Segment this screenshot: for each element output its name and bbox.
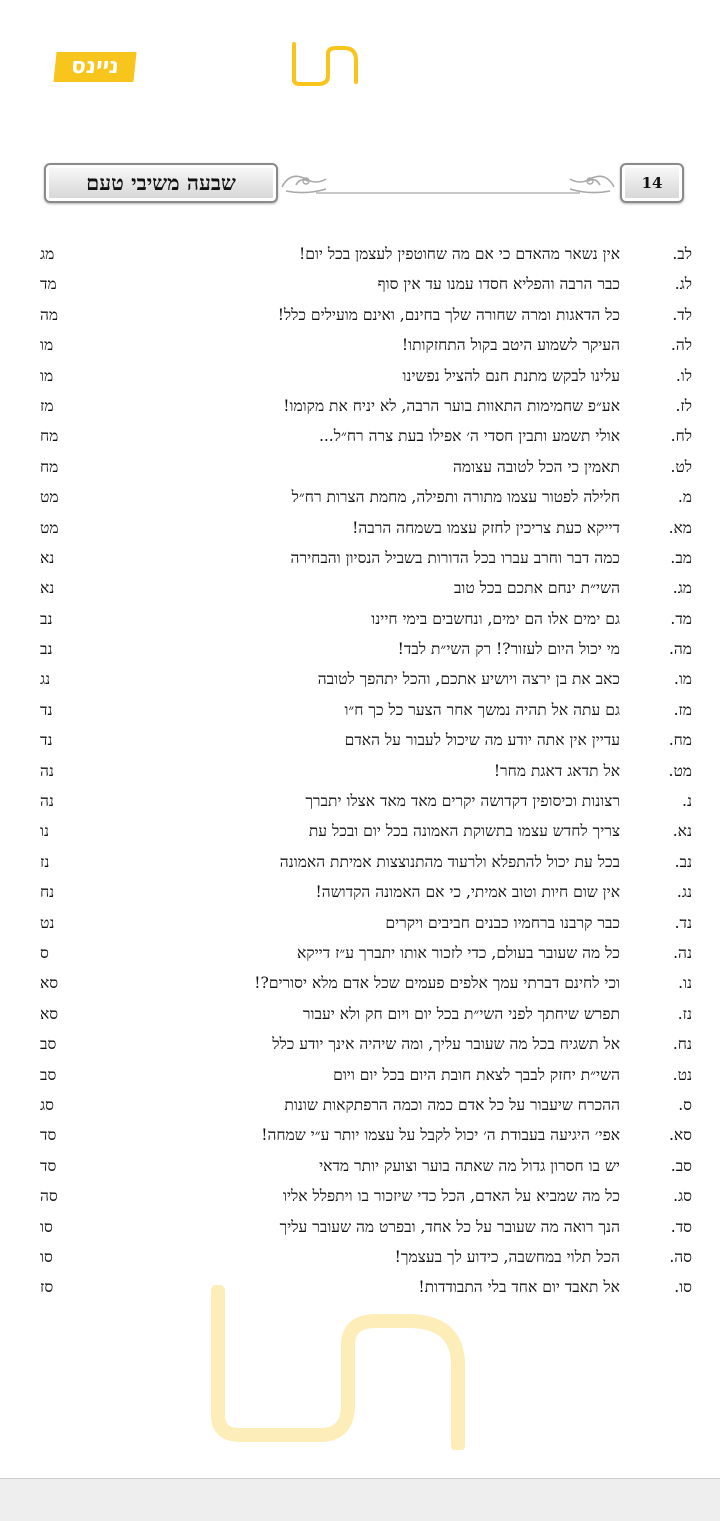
toc-item-number: נה. [673,943,692,962]
toc-row[interactable] [40,664,692,694]
toc-item-number: נד. [674,913,692,932]
toc-item-title: הכל תלוי במחשבה, כידוע לך בעצמך! [394,1247,620,1266]
toc-item-title: אע״פ שחמימות התאוות בוער הרבה, לא יניח את מקומו! [283,396,620,415]
toc-item-number: לד. [672,305,692,324]
toc-row[interactable] [40,725,692,755]
toc-row[interactable] [40,421,692,451]
toc-row[interactable] [40,300,692,330]
toc-item-title: עדיין אין אתה יודע מה שיכול לעבור על האדם [344,731,620,750]
toc-row[interactable] [40,634,692,664]
toc-item-title: אפי׳ היגיעה בעבודת ה׳ יכול לקבל על עצמו יותר ע״י שמחה! [261,1126,620,1145]
toc-item-number: סה. [669,1247,692,1266]
toc-item-page: מז [40,396,54,415]
toc-item-number: לג. [674,275,692,294]
toc-item-title: מי יכול היום לעזור?! רק השי״ת לבד! [397,640,620,659]
toc-item-title: הנך רואה מה שעובר על כל אחד, ובפרט מה שעובר עליך [279,1217,620,1236]
toc-item-number: מט. [668,761,692,780]
toc-row[interactable] [40,573,692,603]
page-header [44,163,684,201]
toc-item-page: נח [40,883,55,902]
toc-item-page: מט [40,488,59,507]
toc-row[interactable] [40,604,692,634]
toc-row[interactable] [40,1151,692,1181]
toc-item-number: סג. [673,1187,692,1206]
toc-item-title: עלינו לבקש מתנת חנם להציל נפשינו [402,366,620,385]
toc-row[interactable] [40,816,692,846]
toc-item-title: צריך לחדש עצמו בתשוקת האמונה בכל יום ובכל עת [308,822,620,841]
toc-item-title: רצונות וכיסופין דקדושה יקרים מאד מאד אצלו יתברך [305,792,620,811]
page-number: 14 [641,174,663,192]
toc-row[interactable] [40,1242,692,1272]
toc-row[interactable] [40,482,692,512]
toc-row[interactable] [40,877,692,907]
toc-item-title: אולי תשמע ותבין חסדי ה׳ אפילו בעת צרה רח״ל... [318,427,620,446]
toc-row[interactable] [40,269,692,299]
toc-item-page: סה [40,1187,58,1206]
toc-item-page: מו [40,366,54,385]
toc-row[interactable] [40,695,692,725]
toc-item-page: נד [40,731,53,750]
toc-item-page: מה [40,305,59,324]
toc-item-page: מג [40,245,55,263]
toc-item-title: העיקר לשמוע היטב בקול התחזקותו! [401,336,620,355]
toc-item-page: נז [40,852,50,871]
toc-row[interactable] [40,452,692,482]
toc-item-page: סג [40,1095,54,1114]
toc-item-page: נג [40,670,51,689]
toc-row[interactable] [40,1181,692,1211]
toc-item-title: אין שום חיות וטוב אמיתי, כי אם האמונה הקדושה! [315,883,620,902]
toc-item-page: סא [40,1004,59,1023]
toc-item-number: לה. [670,336,692,355]
toc-item-number: לז. [675,396,692,415]
toc-item-page: סב [40,1065,57,1084]
toc-row[interactable] [40,908,692,938]
toc-item-page: מח [40,427,59,446]
toc-item-title: תפרש שיחתך לפני השי״ת בכל יום ויום חק ולא יעבור [302,1004,620,1023]
toc-item-title: כל הדאגות ומרה שחורה שלך בחינם, ואינם מועילים כלל! [277,305,620,324]
toc-item-number: סב. [670,1156,692,1175]
toc-item-number: סו. [674,1278,692,1297]
toc-item-number: נט. [672,1065,692,1084]
toc-item-number: ס. [678,1095,692,1114]
toc-row[interactable] [40,239,692,269]
bottom-bar [0,1478,720,1521]
toc-item-page: סז [40,1278,54,1297]
toc-item-page: מד [40,275,57,294]
toc-item-number: לח. [670,427,692,446]
toc-row[interactable] [40,1090,692,1120]
toc-item-page: נט [40,913,55,932]
toc-row[interactable] [40,1212,692,1242]
toc-item-title: כמה דבר וחרב עברו בכל הדורות בשביל הנסיון והבחירה [290,548,620,567]
toc-item-title: כל מה שעובר בעולם, כדי לזכור אותו יתברך ע״ז דייקא [296,943,620,962]
toc-item-page: נב [40,609,53,628]
toc-row[interactable] [40,968,692,998]
toc-item-number: סד. [670,1217,692,1236]
toc-item-number: לב. [672,245,692,263]
page-number-frame [620,163,684,203]
toc-item-number: מב. [670,548,692,567]
toc-item-page: נא [40,579,55,598]
page-title: שבעה משיבי טעם [86,170,236,195]
toc-item-title: תאמין כי הכל לטובה עצומה [453,457,620,476]
toc-item-number: נג. [676,883,692,902]
toc-item-number: נא. [672,822,692,841]
toc-item-page: נב [40,640,53,659]
toc-item-title: כבר קרבנו ברחמיו כבנים חביבים ויקרים [385,913,620,932]
toc-item-page: מט [40,518,59,537]
toc-item-page: נו [40,822,50,841]
toc-item-page: סד [40,1156,57,1175]
toc-item-page: מו [40,336,54,355]
toc-item-title: אל תאבד יום אחד בלי התבודדות! [418,1278,620,1297]
toc-item-number: מ. [677,488,692,507]
toc-row[interactable] [40,1029,692,1059]
toc-row[interactable] [40,1060,692,1090]
toc-item-number: לו. [675,366,692,385]
toc-item-page: סא [40,974,59,993]
toc-row[interactable] [40,1120,692,1150]
toc-item-title: אל תשגיח בכל מה שעובר עליך, ומה שיהיה אינך יודע כלל [272,1035,620,1054]
ornament-divider [276,167,620,197]
toc-item-title: גם עתה אל תהיה נמשך אחר הצער כל כך ח״ו [344,700,620,719]
toc-item-number: מח. [668,731,692,750]
toc-item-title: אין נשאר מהאדם כי אם מה שחוטפין לעצמן בכל יום! [299,245,620,263]
toc-item-page: נה [40,792,54,811]
toc-row[interactable] [40,513,692,543]
toc-item-page: סב [40,1035,57,1054]
toc-item-number: מז. [673,700,692,719]
brand-logo[interactable] [284,40,364,86]
toc-item-title: השי״ת יחזק לבבך לצאת חובת היום בכל יום ויום [333,1065,620,1084]
toc-item-number: מד. [670,609,692,628]
toc-row[interactable] [40,999,692,1029]
toc-item-page: ס [40,943,49,962]
toc-item-number: מג. [672,579,692,598]
toc-item-number: נ. [682,792,692,811]
toc-row[interactable] [40,938,692,968]
toc-row[interactable] [40,786,692,816]
title-frame [44,163,278,203]
toc-item-title: וכי לחינם דברתי עמך אלפים פעמים שכל אדם מלא יסורים?! [254,974,620,993]
toc-item-page: נא [40,548,55,567]
toc-item-title: דייקא כעת צריכין לחזק עצמו בשמחה הרבה! [352,518,620,537]
toc-item-page: נד [40,700,53,719]
toc-item-title: אל תדאג דאגת מחר! [493,761,620,780]
watermark-logo [200,1285,490,1450]
toc-item-page: מח [40,457,59,476]
toc-item-number: מו. [673,670,692,689]
toc-item-title: כל מה שמביא על האדם, הכל כדי שיזכור בו ויתפלל אליו [283,1187,620,1206]
toc-item-page: נה [40,761,54,780]
toc-item-number: נח. [672,1035,692,1054]
toc-row[interactable] [40,756,692,786]
toc-item-page: סו [40,1217,53,1236]
toc-item-number: נו. [678,974,692,993]
toc-item-title: כאב את בן ירצה ויושיע אתכם, והכל יתהפך לטובה [317,670,620,689]
toc-row[interactable] [40,847,692,877]
toc-item-number: סא. [668,1126,692,1145]
toc-item-page: סד [40,1126,57,1145]
toc-item-number: לט. [670,457,692,476]
toc-item-title: ההכרח שיעבור על כל אדם כמה וכמה הרפתקאות שונות [284,1095,620,1114]
toc-item-title: חלילה לפטור עצמו מתורה ותפילה, מחמת הצרות רח״ל [291,488,620,507]
toc-row[interactable] [40,543,692,573]
toc-item-title: כבר הרבה והפליא חסדו עמנו עד אין סוף [377,275,620,294]
toc-item-number: מה. [668,640,692,659]
toc-item-title: גם ימים אלו הם ימים, ונחשבים בימי חיינו [371,609,620,628]
toc-item-page: סו [40,1247,53,1266]
toc-item-number: נז. [677,1004,692,1023]
toc-item-title: בכל עת יכול להתפלא ולרעוד מהתנוצצות אמיתת האמונה [279,852,620,871]
toc-item-number: מא. [668,518,692,537]
toc-item-title: השי״ת ינחם אתכם בכל טוב [453,579,620,598]
toc-item-title: יש בו חסרון גדול מה שאתה בוער וצועק יותר מדאי [319,1156,620,1175]
toc-row[interactable] [40,391,692,421]
toc-row[interactable] [40,361,692,391]
toc-item-number: נב. [674,852,692,871]
table-of-contents [40,239,692,1303]
toc-row[interactable] [40,330,692,360]
news-badge[interactable]: ניינס [53,52,136,82]
